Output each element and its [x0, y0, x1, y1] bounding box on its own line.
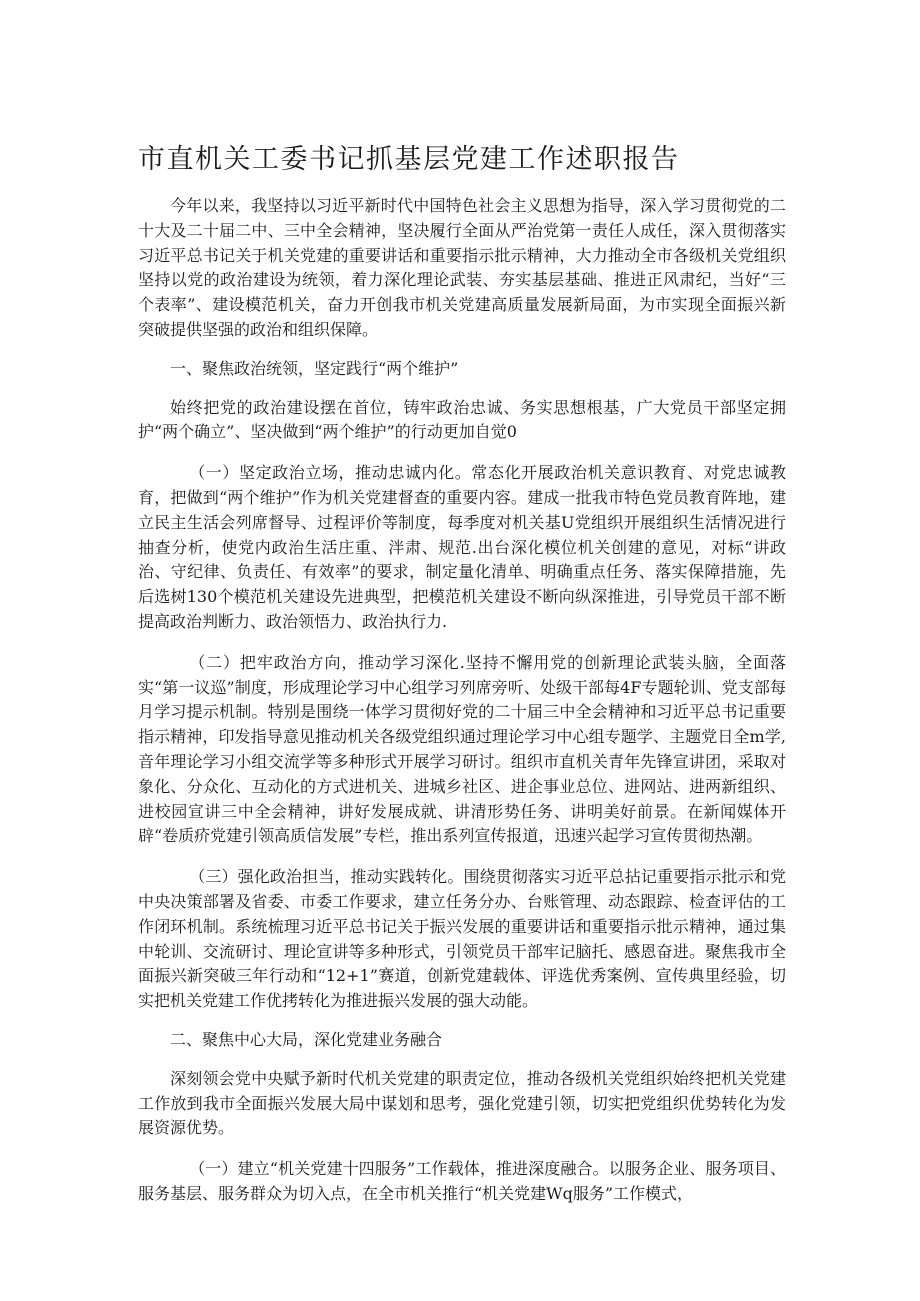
document-title: 市直机关工委书记抓基层党建工作述职报告 [138, 144, 680, 175]
section2-heading: 二、聚焦中心大局，深化党建业务融合 [170, 1029, 443, 1049]
section1-item3-paragraph: （三）强化政治担当，推动实践转化。围绕贯彻落实习近平总拈记重要指示批示和党中央决策部署及省委、市委工作要求，建立任务分办、台账管理、动态跟踪、检查评估的工作闭环机制。系统梳理习近平总书记关于振兴发展的重要讲话和重要指示批示精神，通过集中轮训、交流研讨、理论宣讲等多种形式，引领党员干部牢记脑托、感恩奋进。聚焦我市全面振兴新突破三年行动和“12+1”赛道，创新党建载体、评选优秀案例、宣传典里经验，切实把机关党建工作优拷转化为推进振兴发展的强大动能。 [138, 867, 786, 1011]
section1-heading: 一、聚焦政治统领，坚定践行“两个维护” [170, 358, 459, 378]
section1-lead-paragraph: 始终把党的政治建设摆在首位，铸牢政治忠诚、务实思想根基，广大党员干部坚定拥护“两个确立”、坚决做到“两个维护”的行动更加自觉0 [138, 397, 786, 442]
section2-lead-paragraph: 深刻领会党中央赋予新时代机关党建的职责定位，推动各级机关党组织始终把机关党建工作放到我市全面振兴发展大局中谋划和思考，强化党建引领，切实把党组织优势转化为发展资源优势。 [138, 1068, 786, 1138]
section2-item1-paragraph: （一）建立“机关党建十四服务”工作载体，推进深度融合。以服务企业、服务项目、服务基层、服务群众为切入点，在全市机关推行“机关党建Wq服务”工作模式， [138, 1159, 786, 1203]
intro-paragraph: 今年以来，我坚持以习近平新时代中国特色社会主义思想为指导，深入学习贯彻党的二十大及二十届二中、三中全会精神，坚决履行全面从严治党第一责任人成任，深入贯彻落实习近平总书记关于机关党建的重要讲话和重要指示批示精神，大力推动全市各级机关党组织坚持以党的政治建设为统领，着力深化理论武装、夯实基层基础、推进正风肃纪，当好“三个表率”、建设模范机关，奋力开创我市机关党建高质量发展新局面，为市实现全面振兴新突破提供坚强的政治和组织保障。 [138, 196, 786, 339]
document-body [138, 194, 786, 1207]
section1-item2-paragraph: （二）把牢政治方向，推动学习深化.坚持不懈用党的创新理论武装头脑，全面落实“第一议巡”制度，形成理论学习中心组学习列席旁听、处级干部每4F专题轮训、党支部每月学习提示机制。特别是围绕一体学习贯彻好党的二十届三中全会精神和习近平总书记重要指示精神，印发指导意见推动机关各级党组织通过理论学习中心组专题学、主题党日全m学,音年理论学习小组交流学等多种形式开展学习研讨。组织市直机关青年先锋宣讲团，采取对象化、分众化、互动化的方式进机关、进城乡社区、进企事业总位、进网站、进两新组织、进校园宣讲三中全会精神，讲好发展成就、讲清形势任务、讲明美好前景。在新闻媒体开辟“卷质疥党建引领高质信发展”专栏，推出系列宣传报道，迅速兴起学习宣传贯彻热潮。 [138, 652, 786, 846]
section1-item1-paragraph: （一）坚定政治立场，推动忠诚内化。常态化开展政治机关意识教育、对党忠诚教育，把做到“两个维护”作为机关党建督查的重要内容。建成一批我市特色党员教育阵地，建立民主生活会列席督导、过程评价等制度，每季度对机关基U党组织开展组织生活情况进行抽查分析，使党内政治生活庄重、泮肃、规范.出台深化模位机关创建的意见，对标“讲政治、守纪律、负责任、有效率”的要求，制定量化清单、明确重点任务、落实保障措施，先后选树130个模范机关建设先进典型，把模范机关建设不断向纵深推进，引导党员干部不断提高政治判断力、政治领悟力、政治执行力. [138, 463, 786, 631]
